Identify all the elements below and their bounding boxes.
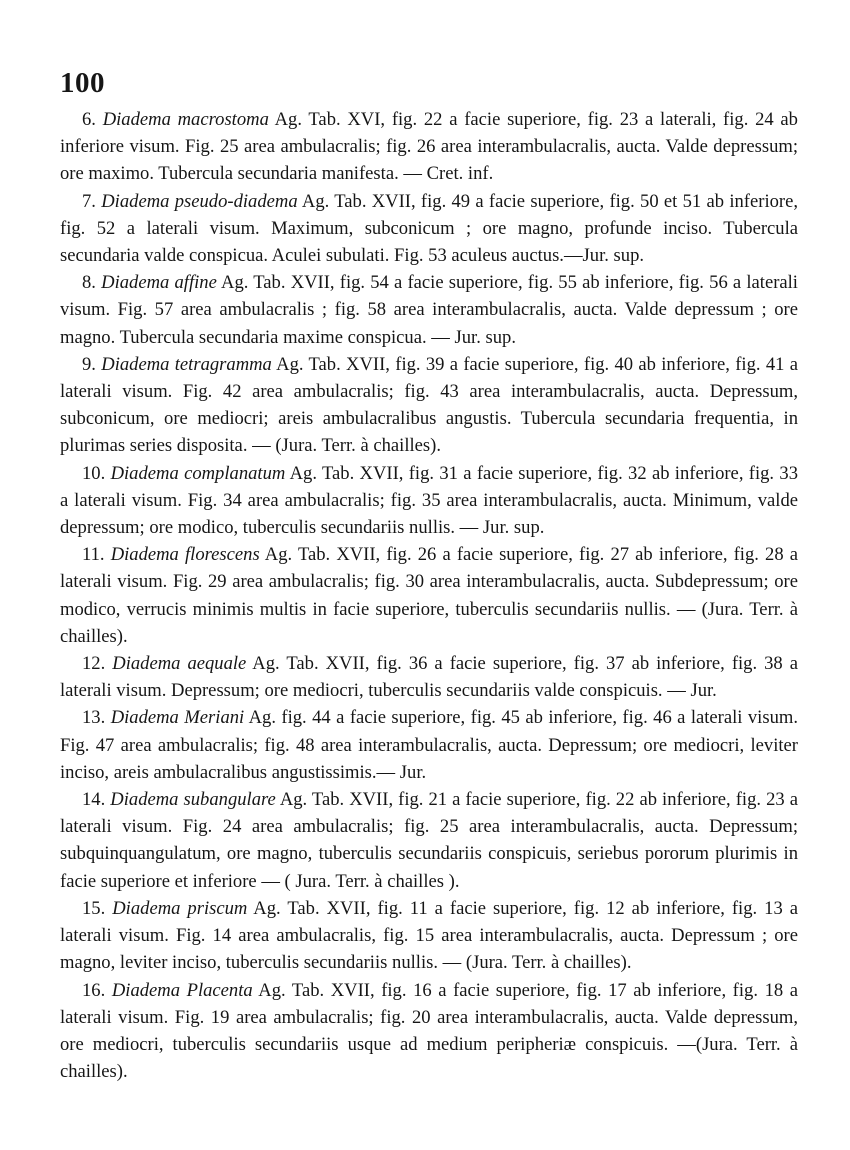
species-entry — [60, 786, 798, 895]
species-epithet: florescens — [184, 544, 260, 566]
entry-description: Ag. Tab. XVII, fig. 49 a facie superiore, fig. 50 et 51 ab inferiore, fig. 52 a laterali visum. Maximum, subconicum ; ore magno, profunde inciso. Tubercula secundaria valde conspicua. Aculei subulati. Fig. 53 aculeus auctus.—Jur. sup. — [60, 190, 798, 267]
species-entry — [60, 895, 798, 977]
species-name — [111, 544, 260, 565]
genus-name: Diadema — [110, 707, 179, 729]
species-entry — [60, 269, 798, 351]
species-name — [112, 980, 253, 1001]
entry-description: Ag. Tab. XVII, fig. 26 a facie superiore, fig. 27 ab inferiore, fig. 28 a laterali visum. Fig. 29 area ambulacralis; fig. 30 area interambulacralis, aucta. Subdepressum; ore modico, verrucis minimis multis in facie superiore, tuberculis secundariis nullis. — (Jura. Terr. à chailles). — [60, 544, 798, 647]
entry-number: 7. — [82, 190, 96, 212]
entry-number: 14. — [82, 789, 106, 811]
species-name — [101, 354, 272, 375]
entry-description: Ag. Tab. XVII, fig. 21 a facie superiore, fig. 22 ab inferiore, fig. 23 a laterali visum. Fig. 24 area ambulacralis; fig. 25 area interambulacralis, aucta. Depressum; subquinquangulatum, ore magno, tuberculis secundariis conspicuis, seriebus pororum plurimis in facie superiore et inferiore — ( Jura. Terr. à chailles ). — [60, 789, 798, 892]
entry-number: 6. — [82, 109, 96, 130]
species-entry — [60, 460, 798, 542]
entry-number: 15. — [82, 897, 106, 919]
species-epithet: priscum — [187, 897, 248, 919]
species-entry-list — [60, 106, 798, 1085]
entry-number: 12. — [82, 653, 106, 675]
species-name — [112, 653, 246, 674]
entry-description: Ag. fig. 44 a facie superiore, fig. 45 ab inferiore, fig. 46 a laterali visum. Fig. 47 area ambulacralis; fig. 48 area interambulacralis, aucta. Depressum; ore mediocri, leviter inciso, areis ambulacralibus angustissimis.— Jur. — [60, 707, 798, 783]
entry-description: Ag. Tab. XVII, fig. 16 a facie superiore, fig. 17 ab inferiore, fig. 18 a laterali visum. Fig. 19 area ambulacralis; fig. 20 area interambulacralis, aucta. Valde depressum, ore mediocri, tuberculis secundariis usque ad medium peripheriæ conspicuis. —(Jura. Terr. à chailles). — [60, 979, 798, 1083]
species-entry — [60, 351, 798, 460]
genus-name: Diadema — [112, 897, 181, 919]
genus-name: Diadema — [101, 353, 170, 375]
genus-name: Diadema — [110, 462, 179, 484]
entry-number: 10. — [82, 462, 106, 484]
species-entry — [60, 650, 798, 704]
species-name — [101, 272, 217, 293]
page-number: 100 — [60, 67, 105, 99]
entry-number: 8. — [82, 272, 96, 294]
entry-description: Ag. Tab. XVII, fig. 54 a facie superiore, fig. 55 ab inferiore, fig. 56 a laterali visum. Fig. 57 area ambulacralis ; fig. 58 area interambulacralis, aucta. Valde depressum ; ore magno. Tubercula secundaria maxime conspicua. — Jur. sup. — [60, 272, 798, 348]
entry-description: Ag. Tab. XVII, fig. 36 a facie superiore, fig. 37 ab inferiore, fig. 38 a laterali visum. Depressum; ore mediocri, tuberculis secundariis valde conspicuis. — Jur. — [60, 653, 798, 702]
entry-number: 9. — [82, 353, 96, 375]
genus-name: Diadema — [110, 544, 179, 566]
species-entry — [60, 977, 798, 1086]
species-epithet: Placenta — [186, 979, 253, 1001]
genus-name: Diadema — [110, 789, 179, 811]
species-epithet: tetragramma — [174, 353, 272, 375]
entry-description: Ag. Tab. XVII, fig. 11 a facie superiore, fig. 12 ab inferiore, fig. 13 a laterali visum. Fig. 14 area ambulacralis, fig. 15 area interambulacralis, aucta. Depressum ; ore magno, leviter inciso, tuberculis secundariis nullis. — (Jura. Terr. à chailles). — [60, 897, 798, 974]
species-name — [101, 191, 297, 212]
species-entry — [60, 106, 798, 188]
species-epithet: affine — [174, 272, 217, 294]
species-epithet: complanatum — [184, 462, 286, 484]
entry-description: Ag. Tab. XVII, fig. 39 a facie superiore, fig. 40 ab inferiore, fig. 41 a laterali visum. Fig. 42 area ambulacralis; fig. 43 area interambulacralis, aucta. Depressum, subconicum, ore mediocri; areis ambulacralibus angustis. Tubercula secundaria frequentia, in plurimas series disposita. — (Jura. Terr. à chailles). — [60, 353, 798, 457]
species-name — [111, 707, 245, 728]
species-epithet: Meriani — [184, 707, 245, 729]
species-entry — [60, 541, 798, 650]
species-epithet: subangulare — [183, 789, 276, 811]
entry-description: Ag. Tab. XVII, fig. 31 a facie superiore, fig. 32 ab inferiore, fig. 33 a laterali visum. Fig. 34 area ambulacralis; fig. 35 area interambulacralis, aucta. Minimum, valde depressum; ore modico, tuberculis secundariis nullis. — Jur. sup. — [60, 462, 798, 539]
species-name — [112, 898, 247, 919]
entry-description: Ag. Tab. XVI, fig. 22 a facie superiore, fig. 23 a laterali, fig. 24 ab inferiore visum. Fig. 25 area ambulacralis; fig. 26 area interambulacralis, aucta. Valde depressum; ore maximo. Tubercula secundaria manifesta. — Cret. inf. — [60, 109, 798, 185]
entry-number: 16. — [82, 979, 106, 1001]
genus-name: Diadema — [102, 109, 171, 130]
species-name — [111, 463, 286, 484]
species-epithet: aequale — [187, 653, 247, 675]
species-name — [110, 789, 276, 810]
species-epithet: pseudo-diadema — [174, 190, 298, 212]
genus-name: Diadema — [111, 979, 181, 1001]
species-name — [103, 109, 269, 130]
species-entry — [60, 704, 798, 786]
entry-number: 13. — [82, 707, 106, 729]
genus-name: Diadema — [101, 190, 170, 212]
species-epithet: macrostoma — [177, 109, 269, 130]
species-entry — [60, 188, 798, 270]
entry-number: 11. — [82, 544, 105, 566]
genus-name: Diadema — [101, 272, 170, 294]
genus-name: Diadema — [112, 653, 181, 675]
